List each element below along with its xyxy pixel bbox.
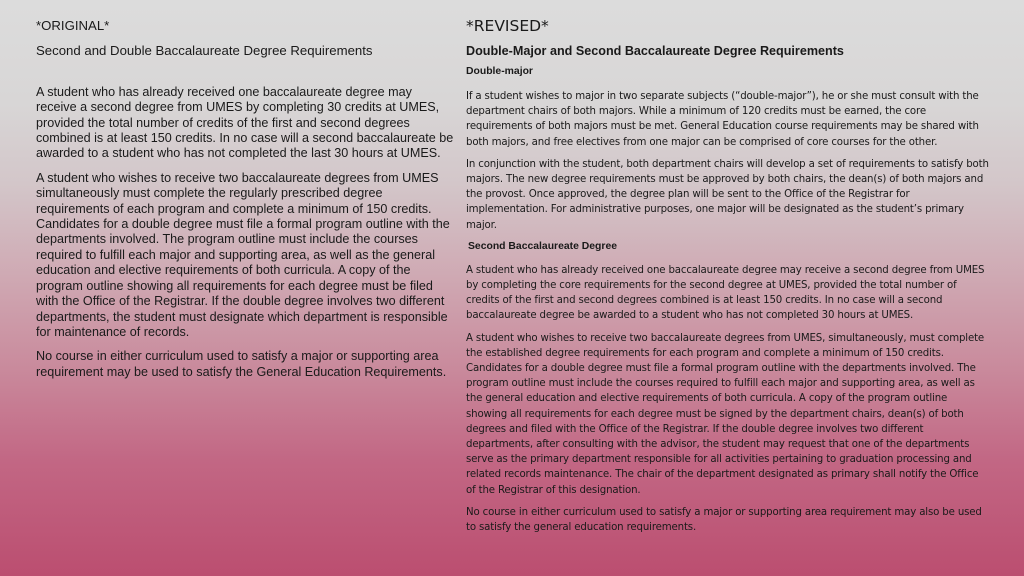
revised-label: *REVISED* [466,17,549,35]
second-degree-heading: Second Baccalaureate Degree [468,240,618,252]
original-paragraph: No course in either curriculum used to satisfy a major or supporting area requirement may be used to satisfy the General Education Requirements. [36,349,447,379]
double-major-paragraph: In conjunction with the student, both department chairs will develop a set of requirements to satisfy both majors. The new degree requirements must be approved by both chairs, the dean(s) of both majors and the provost. Once approved, the degree plan will be sent to the Office of the Registrar for implementation. For administrative purposes, one major will be designated as the student’s primary major. [466,158,989,231]
second-degree-paragraph: A student who wishes to receive two baccalaureate degrees from UMES, simultaneously, must complete the established degree requirements for each program and complete a minimum of 150 credits. Candidates for a double degree must file a formal program outline with the departments involved. The program outline must include the courses required to fulfill each major and supporting area, as well as the general education and elective requirements of both curricula. A copy of the program outline showing all requirements for each degree must be signed by the department chairs, dean(s) of both degrees and filed with the Office of the Registrar. If the double degree involves two different departments, after consulting with the advisor, the student may request that one of the departments serve as the primary department responsible for all activities pertaining to graduation processing and related records maintenance. The chair of the department designated as primary shall notify the Office of the Registrar of this designation. [466,332,985,496]
original-label: *ORIGINAL* [36,18,110,33]
original-paragraph: A student who wishes to receive two baccalaureate degrees from UMES simultaneously must complete the regularly prescribed degree requirements of each program and complete a minimum of 150 credits. Candidates for a double degree must file a formal program outline with the departments involved. The program outline must include the courses required to fulfill each major and supporting area, as well as the general education and elective requirements of both curricula. A copy of the program outline showing all requirements for each degree must be filed with the Office of the Registrar. If the double degree involves two different departments, the student must designate which department is responsible for maintenance of records. [36,170,450,339]
second-degree-paragraph: A student who has already received one baccalaureate degree may receive a second degree from UMES by completing the core requirements for the second degree at UMES, provided the total number of credits of the first and second degrees combined is at least 150 credits. In no case will a second baccalaureate degree be awarded to a student who has not completed 30 hours at UMES. [466,264,985,322]
double-major-heading: Double-major [466,66,533,77]
revised-title: Double-Major and Second Baccalaureate Degree Requirements [466,44,844,58]
original-paragraph: A student who has already received one baccalaureate degree may receive a second degree from UMES by completing 30 credits at UMES, provided the total number of credits of the first and second degrees combined is at least 150 credits. In no case will a second baccalaureate be awarded to a student who has not completed the last 30 hours at UMES. [36,84,454,161]
original-column [36,18,454,389]
original-title: Second and Double Baccalaureate Degree Requirements [36,43,373,59]
revised-column [466,16,990,542]
double-major-paragraph: If a student wishes to major in two separate subjects (“double-major”), he or she must consult with the department chairs of both majors. While a minimum of 120 credits must be earned, the core requirements of both majors must be met. General Education course requirements may be shared with both majors, and free electives from one major can be comprised of core courses for the other. [466,91,979,148]
second-degree-paragraph: No course in either curriculum used to satisfy a major or supporting area requirement may also be used to satisfy the general education requirements. [466,506,982,534]
